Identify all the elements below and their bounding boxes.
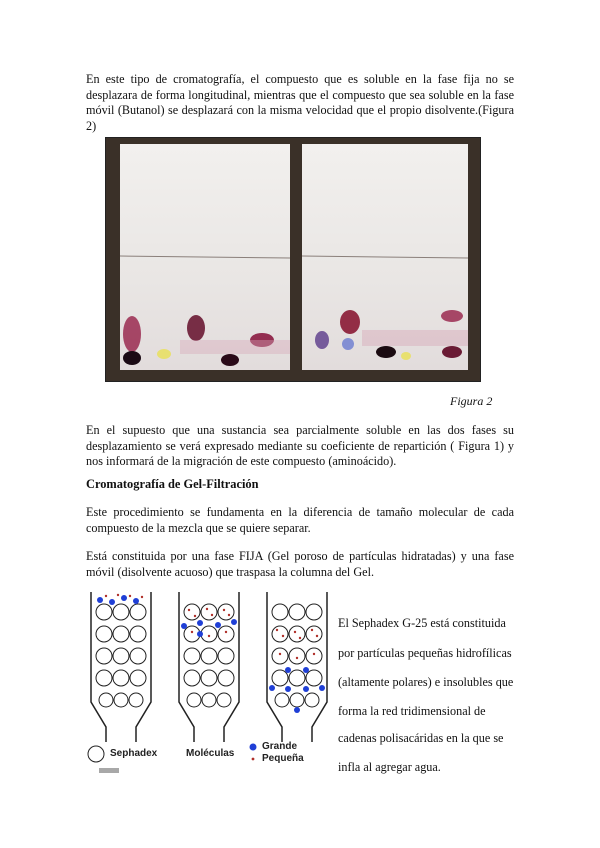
spot [315,331,329,349]
spot [221,354,239,366]
side-text-line: El Sephadex G-25 está constituida [338,616,506,630]
coefficient-paragraph: En el supuesto que una sustancia sea parcialmente soluble en las dos fases su desplazamiento se verá expresado mediante su coeficiente de repartición ( Figura 1) y nos informará de la migración de este compuesto (aminoácido). [86,423,514,469]
solvent-front-line [120,256,290,258]
phases-paragraph: Está constituida por una fase FIJA (Gel poroso de partículas hidratadas) y una fase móvil (disolvente acuoso) que traspasa la columna del Gel. [86,549,514,579]
gel-filtration-paragraph: Este procedimiento se fundamenta en la diferencia de tamaño molecular de cada compuesto de la mezcla que se quiere separar. [86,505,514,535]
chromatography-plate-left [120,144,290,370]
legend-sephadex: Sephadex [110,748,158,759]
scale-bar [99,768,119,773]
spot [342,338,354,350]
sephadex-bead-icon [86,744,106,764]
spot [401,352,411,360]
side-text-line: por partículas pequeñas hidrofílicas [338,646,512,660]
spot [157,349,171,359]
spot [123,316,141,352]
side-text-line: (altamente polares) e insolubles que [338,675,514,689]
smear [180,340,290,354]
solvent-front-line [302,256,468,258]
side-text-line: cadenas polisacáridas en la que se [338,731,504,745]
legend-moleculas: Moléculas [186,748,235,759]
gel-filtration-diagram [86,592,336,758]
section-heading: Cromatografía de Gel-Filtración [86,477,259,491]
side-text-line: infla al agregar agua. [338,760,441,774]
column-start [91,592,151,742]
chromatography-photo [105,137,481,382]
column-middle [179,592,239,742]
smear [362,330,468,346]
molecule-size-icons [248,741,258,765]
chromatography-plate-right [302,144,468,370]
spot [442,346,462,358]
spot [441,310,463,322]
intro-paragraph: En este tipo de cromatografía, el compuesto que es soluble en la fase fija no se desplazara de forma longitudinal, mientras que el compuesto que sea soluble en la fase móvil (Butanol) se desplazará con la misma velocidad que el propio disolvente.(Figura 2) [86,72,514,133]
legend-grande: Grande [262,741,298,752]
side-text-line: forma la red tridimensional de [338,704,486,718]
figure-caption: Figura 2 [450,394,493,408]
spot [340,310,360,334]
plate-left-spots [120,144,290,370]
spot [187,315,205,341]
legend-pequena: Pequeña [262,753,304,764]
plate-right-spots [302,144,468,370]
spot [123,351,141,365]
column-end [267,592,327,742]
spot [376,346,396,358]
